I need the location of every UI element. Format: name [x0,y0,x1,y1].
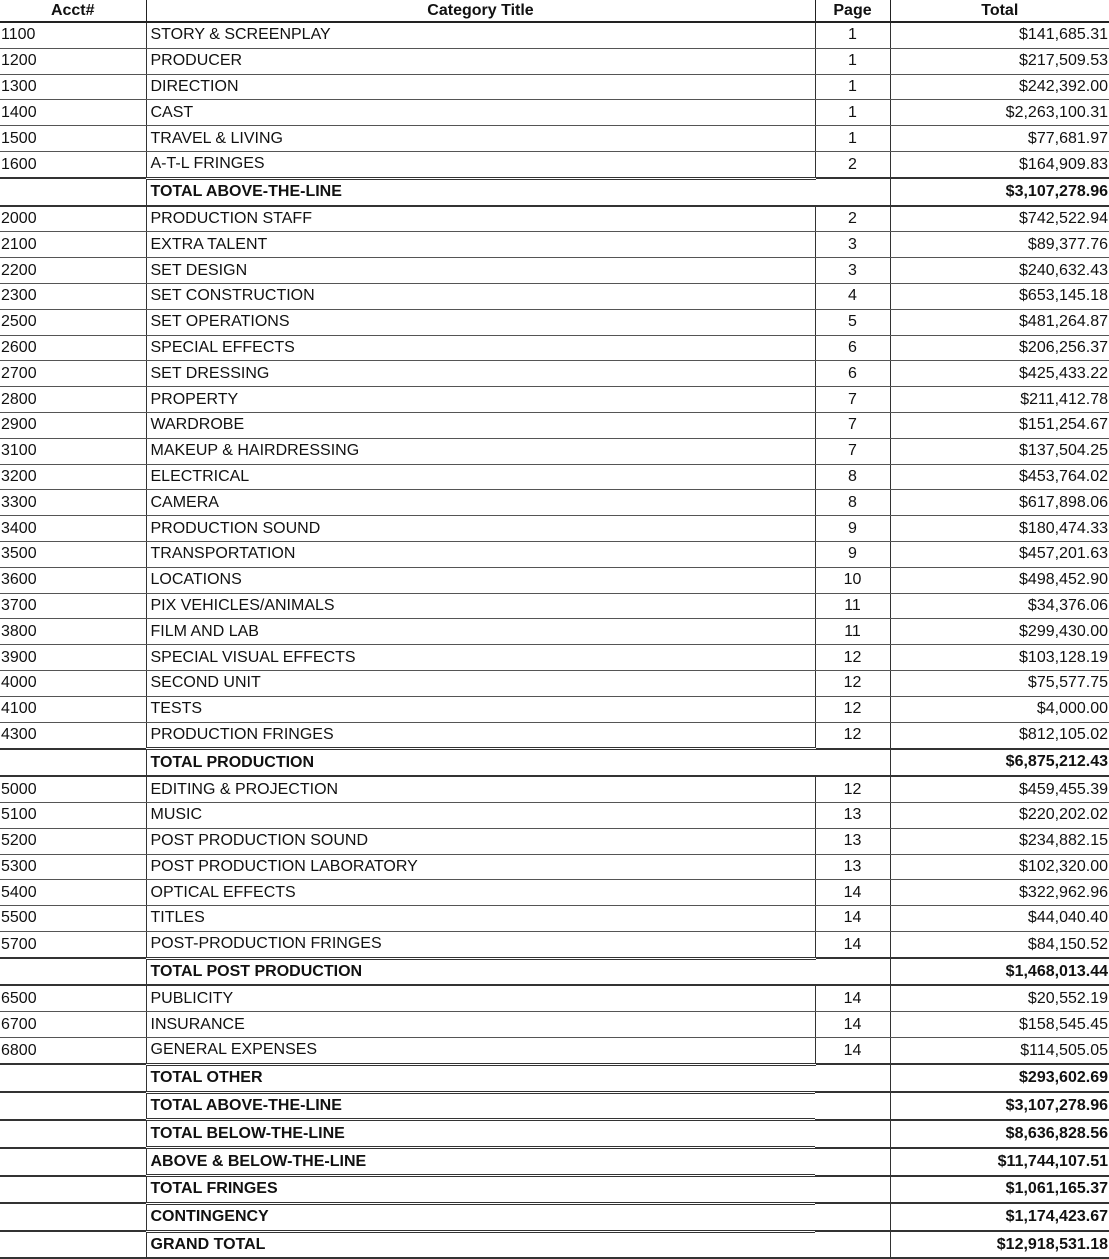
cell-page: 3 [815,258,890,284]
cell-title: A-T-L FRINGES [146,151,815,178]
cell-title: TESTS [146,696,815,722]
cell-total: $6,875,212.43 [890,749,1109,776]
cell-page: 9 [815,541,890,567]
table-row [0,985,1109,1011]
table-row [0,906,1109,932]
cell-acct: 2000 [0,206,146,232]
cell-total: $459,455.39 [890,776,1109,802]
cell-page: 13 [815,802,890,828]
cell-acct: 5700 [0,931,146,958]
table-row [0,22,1109,48]
cell-title: TRAVEL & LIVING [146,126,815,152]
cell-total: $653,145.18 [890,283,1109,309]
cell-page: 13 [815,828,890,854]
cell-total: $89,377.76 [890,232,1109,258]
table-row [0,828,1109,854]
cell-acct: 6700 [0,1012,146,1038]
cell-acct [0,1064,146,1092]
cell-title: EDITING & PROJECTION [146,776,815,802]
cell-title: TRANSPORTATION [146,541,815,567]
cell-title: GENERAL EXPENSES [146,1038,815,1065]
cell-page: 14 [815,985,890,1011]
cell-acct: 2200 [0,258,146,284]
table-row [0,1012,1109,1038]
cell-page: 3 [815,232,890,258]
cell-page: 8 [815,490,890,516]
cell-acct: 5100 [0,802,146,828]
cell-title: TITLES [146,906,815,932]
cell-title: STORY & SCREENPLAY [146,22,815,48]
cell-acct: 1400 [0,100,146,126]
table-row [0,126,1109,152]
cell-acct: 3700 [0,593,146,619]
cell-total: $240,632.43 [890,258,1109,284]
total-row [0,1092,1109,1120]
cell-total: $211,412.78 [890,387,1109,413]
cell-page: 6 [815,361,890,387]
header-row [0,0,1109,22]
cell-page [815,1120,890,1148]
cell-page [815,749,890,776]
cell-page: 2 [815,151,890,178]
cell-title: PRODUCTION FRINGES [146,722,815,749]
cell-page [815,1092,890,1120]
table-row [0,464,1109,490]
cell-title: PRODUCTION STAFF [146,206,815,232]
cell-title: CAST [146,100,815,126]
cell-title: PRODUCER [146,48,815,74]
header-acct: Acct# [0,0,146,22]
cell-title: MAKEUP & HAIRDRESSING [146,438,815,464]
header-total: Total [890,0,1109,22]
cell-page: 14 [815,880,890,906]
cell-total: $114,505.05 [890,1038,1109,1065]
cell-acct: 3100 [0,438,146,464]
cell-total: $4,000.00 [890,696,1109,722]
cell-total: $457,201.63 [890,541,1109,567]
cell-title: PROPERTY [146,387,815,413]
cell-page: 12 [815,670,890,696]
cell-title: SET DRESSING [146,361,815,387]
table-row [0,1038,1109,1065]
cell-title: PIX VEHICLES/ANIMALS [146,593,815,619]
cell-acct [0,1120,146,1148]
table-row [0,645,1109,671]
cell-acct [0,1176,146,1204]
total-row [0,1176,1109,1204]
table-row [0,802,1109,828]
cell-acct: 2100 [0,232,146,258]
cell-page [815,958,890,985]
cell-title: DIRECTION [146,74,815,100]
header-category-title: Category Title [146,0,815,22]
cell-title: POST-PRODUCTION FRINGES [146,931,815,958]
cell-page: 12 [815,776,890,802]
table-row [0,335,1109,361]
table-row [0,387,1109,413]
cell-total: $1,061,165.37 [890,1176,1109,1204]
cell-total: $425,433.22 [890,361,1109,387]
cell-total: $498,452.90 [890,567,1109,593]
cell-total: $481,264.87 [890,309,1109,335]
cell-total: $242,392.00 [890,74,1109,100]
cell-total: $1,174,423.67 [890,1203,1109,1231]
cell-page: 7 [815,387,890,413]
cell-total: $44,040.40 [890,906,1109,932]
cell-acct: 2900 [0,412,146,438]
cell-total: $206,256.37 [890,335,1109,361]
cell-page: 4 [815,283,890,309]
cell-acct: 5300 [0,854,146,880]
cell-title: SPECIAL VISUAL EFFECTS [146,645,815,671]
cell-title: ELECTRICAL [146,464,815,490]
table-row [0,412,1109,438]
cell-acct: 3400 [0,516,146,542]
cell-acct: 1600 [0,151,146,178]
cell-total: $20,552.19 [890,985,1109,1011]
cell-page: 7 [815,412,890,438]
cell-total: $12,918,531.18 [890,1231,1109,1258]
cell-total: $220,202.02 [890,802,1109,828]
cell-acct: 3800 [0,619,146,645]
cell-page: 12 [815,722,890,749]
header-page: Page [815,0,890,22]
cell-total: $77,681.97 [890,126,1109,152]
table-row [0,516,1109,542]
cell-total: $84,150.52 [890,931,1109,958]
cell-total: $1,468,013.44 [890,958,1109,985]
cell-title: INSURANCE [146,1012,815,1038]
cell-acct [0,1092,146,1120]
cell-acct: 1100 [0,22,146,48]
cell-total: $299,430.00 [890,619,1109,645]
table-row [0,438,1109,464]
cell-title: TOTAL POST PRODUCTION [146,958,815,985]
cell-acct [0,178,146,205]
cell-total: $141,685.31 [890,22,1109,48]
cell-acct: 6800 [0,1038,146,1065]
total-row [0,1148,1109,1176]
table-row [0,854,1109,880]
cell-acct: 3900 [0,645,146,671]
cell-acct: 5000 [0,776,146,802]
total-row [0,1120,1109,1148]
table-row [0,593,1109,619]
table-row [0,258,1109,284]
total-row [0,749,1109,776]
cell-page [815,1148,890,1176]
cell-page: 12 [815,645,890,671]
cell-acct: 2800 [0,387,146,413]
cell-acct [0,749,146,776]
cell-total: $137,504.25 [890,438,1109,464]
cell-acct: 2700 [0,361,146,387]
cell-title: SET DESIGN [146,258,815,284]
table-row [0,619,1109,645]
cell-page: 14 [815,931,890,958]
cell-title: FILM AND LAB [146,619,815,645]
cell-total: $158,545.45 [890,1012,1109,1038]
cell-page: 1 [815,48,890,74]
cell-page [815,1064,890,1092]
cell-acct: 3300 [0,490,146,516]
table-row [0,283,1109,309]
table-row [0,541,1109,567]
total-row [0,1064,1109,1092]
table-row [0,880,1109,906]
cell-total: $103,128.19 [890,645,1109,671]
table-row [0,151,1109,178]
cell-total: $293,602.69 [890,1064,1109,1092]
cell-page: 1 [815,126,890,152]
cell-title: TOTAL FRINGES [146,1176,815,1204]
cell-page [815,1176,890,1204]
table-row [0,931,1109,958]
cell-title: LOCATIONS [146,567,815,593]
cell-page: 11 [815,593,890,619]
cell-page: 14 [815,1038,890,1065]
cell-acct: 5500 [0,906,146,932]
cell-title: PRODUCTION SOUND [146,516,815,542]
cell-acct: 5200 [0,828,146,854]
cell-total: $102,320.00 [890,854,1109,880]
total-row [0,1231,1109,1258]
cell-page: 11 [815,619,890,645]
cell-acct [0,1148,146,1176]
table-body [0,22,1109,1258]
cell-total: $3,107,278.96 [890,1092,1109,1120]
cell-total: $34,376.06 [890,593,1109,619]
cell-title: POST PRODUCTION LABORATORY [146,854,815,880]
cell-title: GRAND TOTAL [146,1231,815,1258]
cell-page: 6 [815,335,890,361]
cell-title: TOTAL ABOVE-THE-LINE [146,1092,815,1120]
table-row [0,48,1109,74]
table-row [0,206,1109,232]
table-row [0,100,1109,126]
table-row [0,696,1109,722]
cell-title: EXTRA TALENT [146,232,815,258]
cell-title: ABOVE & BELOW-THE-LINE [146,1148,815,1176]
cell-page [815,1203,890,1231]
cell-total: $234,882.15 [890,828,1109,854]
cell-page: 1 [815,74,890,100]
cell-total: $3,107,278.96 [890,178,1109,205]
cell-total: $75,577.75 [890,670,1109,696]
table-row [0,670,1109,696]
cell-title: TOTAL BELOW-THE-LINE [146,1120,815,1148]
cell-title: PUBLICITY [146,985,815,1011]
cell-page: 1 [815,22,890,48]
cell-acct: 5400 [0,880,146,906]
total-row [0,1203,1109,1231]
cell-total: $812,105.02 [890,722,1109,749]
cell-total: $151,254.67 [890,412,1109,438]
cell-page: 10 [815,567,890,593]
cell-acct: 2600 [0,335,146,361]
table-row [0,74,1109,100]
cell-page: 9 [815,516,890,542]
cell-title: CONTINGENCY [146,1203,815,1231]
cell-acct [0,1231,146,1258]
cell-page: 2 [815,206,890,232]
cell-acct: 4300 [0,722,146,749]
cell-acct: 3200 [0,464,146,490]
total-row [0,958,1109,985]
cell-title: WARDROBE [146,412,815,438]
cell-acct [0,958,146,985]
cell-total: $180,474.33 [890,516,1109,542]
cell-total: $453,764.02 [890,464,1109,490]
total-row [0,178,1109,205]
table-row [0,490,1109,516]
table-row [0,776,1109,802]
cell-title: SPECIAL EFFECTS [146,335,815,361]
cell-acct: 2500 [0,309,146,335]
cell-total: $617,898.06 [890,490,1109,516]
cell-acct [0,1203,146,1231]
table-row [0,309,1109,335]
cell-title: SET OPERATIONS [146,309,815,335]
table-row [0,722,1109,749]
cell-total: $217,509.53 [890,48,1109,74]
cell-title: CAMERA [146,490,815,516]
table-row [0,567,1109,593]
cell-page [815,178,890,205]
table-row [0,232,1109,258]
cell-page: 8 [815,464,890,490]
cell-title: SET CONSTRUCTION [146,283,815,309]
cell-page: 14 [815,906,890,932]
cell-acct: 1300 [0,74,146,100]
cell-page: 14 [815,1012,890,1038]
cell-total: $8,636,828.56 [890,1120,1109,1148]
cell-acct: 1500 [0,126,146,152]
cell-acct: 6500 [0,985,146,1011]
cell-title: OPTICAL EFFECTS [146,880,815,906]
cell-title: TOTAL ABOVE-THE-LINE [146,178,815,205]
cell-title: POST PRODUCTION SOUND [146,828,815,854]
cell-page: 5 [815,309,890,335]
cell-title: MUSIC [146,802,815,828]
cell-total: $742,522.94 [890,206,1109,232]
cell-title: SECOND UNIT [146,670,815,696]
cell-acct: 1200 [0,48,146,74]
cell-total: $2,263,100.31 [890,100,1109,126]
cell-page [815,1231,890,1258]
cell-total: $322,962.96 [890,880,1109,906]
cell-page: 1 [815,100,890,126]
cell-total: $164,909.83 [890,151,1109,178]
cell-acct: 4100 [0,696,146,722]
cell-acct: 2300 [0,283,146,309]
table-row [0,361,1109,387]
cell-page: 7 [815,438,890,464]
cell-acct: 3600 [0,567,146,593]
cell-title: TOTAL OTHER [146,1064,815,1092]
cell-page: 12 [815,696,890,722]
cell-title: TOTAL PRODUCTION [146,749,815,776]
cell-acct: 4000 [0,670,146,696]
cell-total: $11,744,107.51 [890,1148,1109,1176]
cell-acct: 3500 [0,541,146,567]
cell-page: 13 [815,854,890,880]
